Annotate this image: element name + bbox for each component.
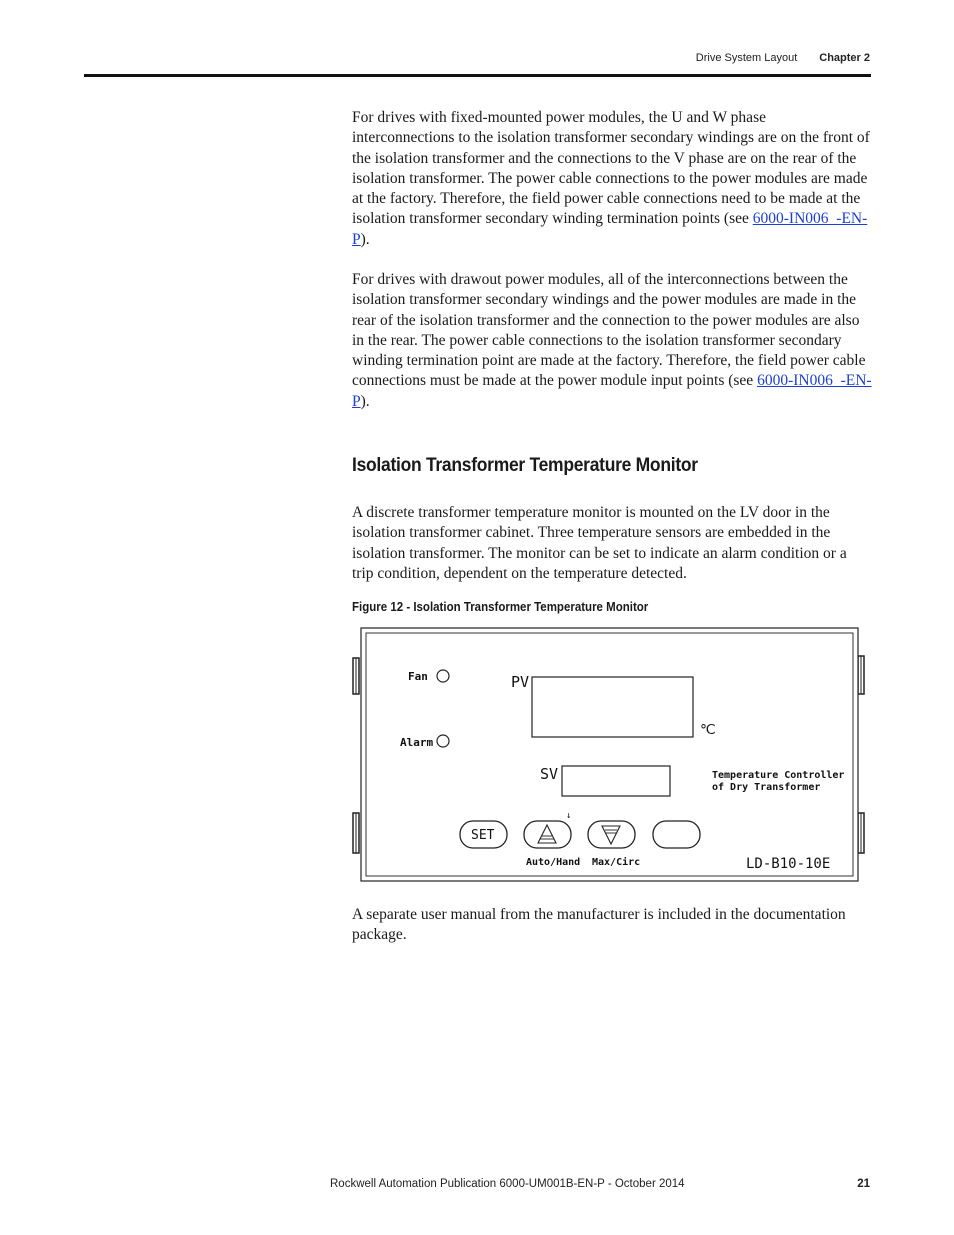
small-mark: ↓: [566, 811, 572, 821]
fan-indicator-icon: [437, 670, 449, 682]
blank-button[interactable]: [653, 821, 700, 848]
alarm-indicator-icon: [437, 735, 449, 747]
figure-caption: Figure 12 - Isolation Transformer Temperature Monitor: [352, 600, 649, 614]
paragraph-drawout: [352, 270, 872, 412]
down-button[interactable]: [588, 821, 635, 848]
header-chapter-label: Chapter 2: [819, 52, 870, 64]
set-button-label: SET: [471, 828, 495, 843]
paragraph-temperature-monitor-text: A discrete transformer temperature monitor is mounted on the LV door in the isolation transformer cabinet. Three temperature sensors are embedded in the isolation transformer. The monitor can be set to indicate an alarm condition or a trip condition, dependent on the temperature detected.: [352, 504, 847, 582]
controller-title-line2: of Dry Transformer: [712, 782, 821, 793]
pv-label: PV: [511, 673, 530, 691]
alarm-label: Alarm: [400, 736, 434, 749]
footer-page-number: 21: [857, 1178, 870, 1190]
paragraph-fixed-mounted-text: For drives with fixed-mounted power modules, the U and W phase interconnections to the isolation transformer secondary windings are on the front of the isolation transformer and the connections to the V phase are on the rear of the isolation transformer. The power cable connections to the power modules are made at the factory. Therefore, the field power cable connections need to be made at the isolation transformer secondary winding termination points (see: [352, 109, 870, 228]
paragraph-user-manual-text: A separate user manual from the manufacturer is included in the documentation package.: [352, 906, 846, 944]
paragraph-user-manual: [352, 905, 872, 946]
fan-label: Fan: [408, 670, 428, 683]
sv-display: [562, 766, 670, 796]
pv-display: [532, 677, 693, 737]
paragraph-fixed-mounted: [352, 108, 872, 250]
max-circ-label: Max/Circ: [592, 857, 641, 868]
temperature-monitor-figure: [350, 625, 866, 885]
model-label: LD-B10-10E: [746, 856, 831, 872]
footer-publication: Rockwell Automation Publication 6000-UM001B-EN-P - October 2014: [330, 1178, 685, 1190]
up-button[interactable]: [524, 821, 571, 848]
publication-link-fixed[interactable]: 6000-IN006_-EN-P: [352, 210, 868, 248]
sv-label: SV: [540, 765, 559, 783]
paragraph-drawout-end: ).: [360, 392, 370, 410]
controller-title-line1: Temperature Controller: [712, 770, 845, 781]
paragraph-temperature-monitor: [352, 503, 872, 584]
page-header: [696, 52, 870, 64]
auto-hand-label: Auto/Hand: [526, 857, 581, 868]
header-section-title: Drive System Layout: [695, 52, 798, 64]
publication-link-drawout[interactable]: 6000-IN006_-EN-P: [352, 372, 872, 410]
header-rule: [84, 74, 871, 77]
celsius-unit-label: ℃: [700, 722, 716, 738]
paragraph-drawout-text: For drives with drawout power modules, all of the interconnections between the isolation transformer secondary windings and the power modules are made in the rear of the isolation transformer and the connection to the power modules are also in the rear. The power cable connections to the isolation transformer secondary winding termination point are made at the factory. Therefore, the field power cable connections must be made at the power module input points (see: [352, 271, 866, 390]
section-heading: Isolation Transformer Temperature Monitor: [352, 455, 698, 476]
paragraph-fixed-mounted-end: ).: [360, 230, 370, 248]
set-button[interactable]: [460, 821, 507, 848]
